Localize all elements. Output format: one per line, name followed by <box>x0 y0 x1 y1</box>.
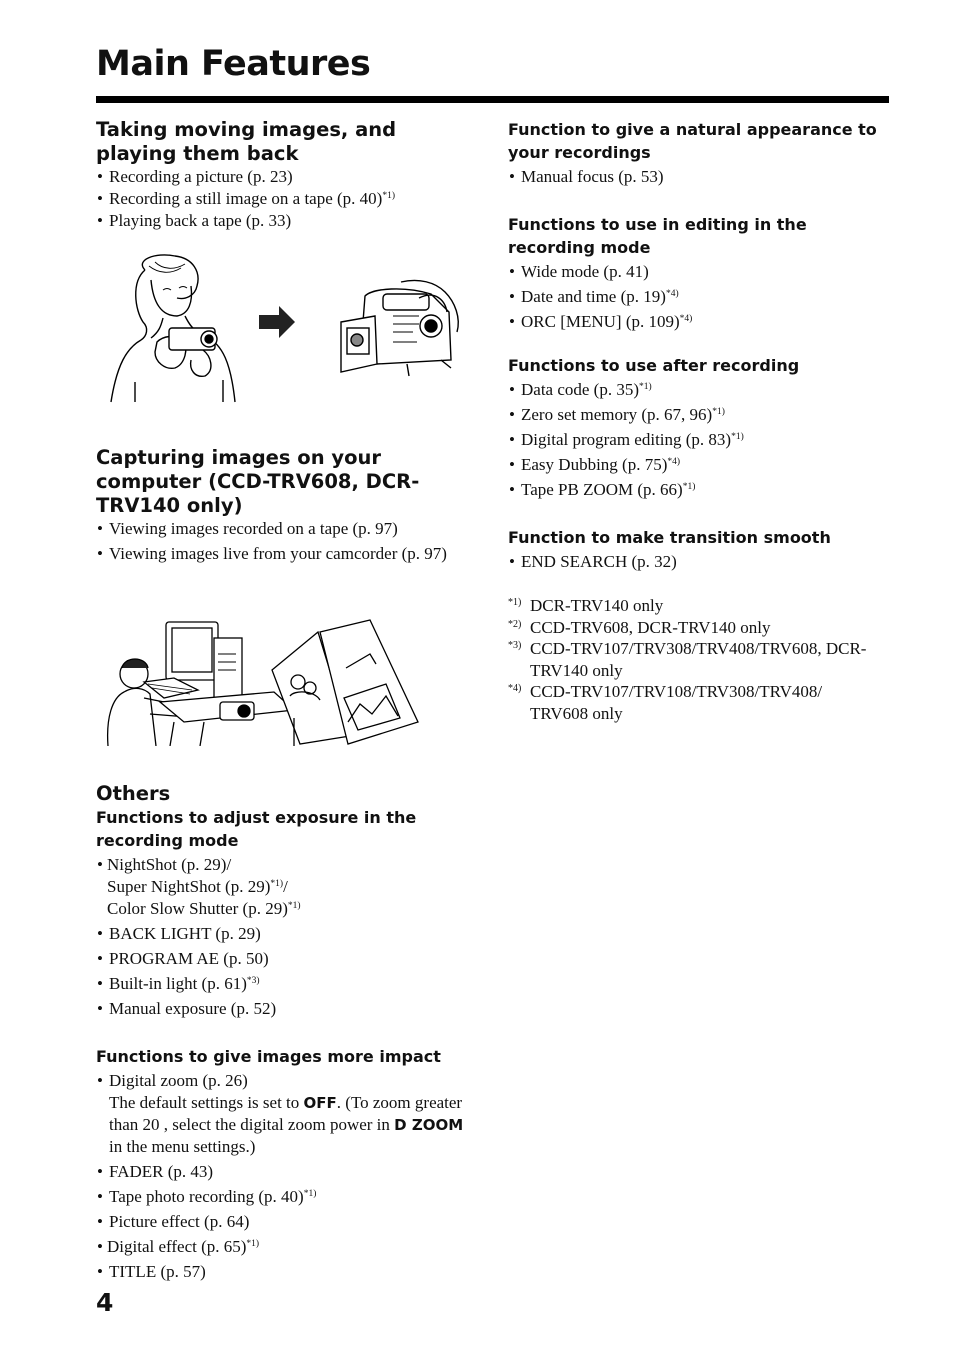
feature-list <box>508 551 893 573</box>
list-item: • Manual focus (p. 53) <box>508 166 893 188</box>
list-item: • Data code (p. 35)$^{*1)}$ <box>508 379 893 401</box>
section-editing <box>508 213 893 336</box>
feature-list <box>508 379 893 501</box>
subsection-heading: Functions to adjust exposure in the recording mode <box>96 808 417 850</box>
list-item: • Tape photo recording (p. 40)$^{*1)}$ <box>96 1186 466 1208</box>
subsection-heading: Functions to give images more impact <box>96 1047 441 1066</box>
feature-list <box>508 166 893 188</box>
list-item: • PROGRAM AE (p. 50) <box>96 948 466 970</box>
page-title: Main Features <box>96 44 371 84</box>
section-heading: Capturing images on your computer (CCD-TRV608, DCR-TRV140 only) <box>96 446 420 517</box>
list-item: • Playing back a tape (p. 33) <box>96 210 466 232</box>
section-heading: Others <box>96 782 171 805</box>
section-heading: Taking moving images, and playing them back <box>96 118 397 165</box>
camcorder-recording-illustration <box>105 252 465 408</box>
section-impact <box>96 1045 466 1286</box>
subsection-heading: Functions to use after recording <box>508 356 800 375</box>
list-item: • Viewing images live from your camcorder (p. 97) <box>96 543 466 565</box>
section-others <box>96 782 466 1023</box>
feature-list <box>96 166 466 232</box>
list-item: • Digital zoom (p. 26) The default settings is set to OFF. (To zoom greater than 20 , select the digital zoom power in D ZOOM in the menu settings.) <box>96 1070 466 1158</box>
list-item: • NightShot (p. 29)/ Super NightShot (p. 29)$^{*1)}$/ Color Slow Shutter (p. 29)$^{*1)}$ <box>96 854 466 920</box>
list-item: • ORC [MENU] (p. 109)$^{*4)}$ <box>508 311 893 333</box>
list-item: • FADER (p. 43) <box>96 1161 466 1183</box>
feature-list <box>96 518 466 565</box>
section-natural-appearance <box>508 118 893 191</box>
footnotes <box>508 595 878 724</box>
list-item: • Recording a picture (p. 23) <box>96 166 466 188</box>
section-capturing-images <box>96 446 466 568</box>
feature-list <box>96 1070 466 1283</box>
list-item: • Viewing images recorded on a tape (p. 97) <box>96 518 466 540</box>
section-taking-images <box>96 118 466 232</box>
footnote: *1) DCR-TRV140 only <box>508 596 664 615</box>
subsection-heading: Function to give a natural appearance to your recordings <box>508 120 877 162</box>
section-after-recording <box>508 354 893 504</box>
feature-list <box>96 854 466 1020</box>
list-item: • Built-in light (p. 61)$^{*3)}$ <box>96 973 466 995</box>
list-item: • TITLE (p. 57) <box>96 1261 466 1283</box>
list-item: • Picture effect (p. 64) <box>96 1211 466 1233</box>
feature-list <box>508 261 893 333</box>
footnote: *3) CCD-TRV107/TRV308/TRV408/TRV608, DCR-TRV140 only <box>508 639 867 680</box>
list-item: • Easy Dubbing (p. 75)$^{*4)}$ <box>508 454 893 476</box>
list-item: • Digital effect (p. 65)$^{*1)}$ <box>96 1236 466 1258</box>
title-rule <box>96 96 889 103</box>
footnote: *2) CCD-TRV608, DCR-TRV140 only <box>508 617 771 637</box>
footnote: *4) CCD-TRV107/TRV108/TRV308/TRV408/ TRV608 only <box>508 682 823 723</box>
list-item: • Tape PB ZOOM (p. 66)$^{*1)}$ <box>508 479 893 501</box>
list-item: • END SEARCH (p. 32) <box>508 551 893 573</box>
subsection-heading: Function to make transition smooth <box>508 528 831 547</box>
computer-capture-illustration <box>104 618 424 746</box>
page-number: 4 <box>96 1288 114 1317</box>
list-item: • Recording a still image on a tape (p. 40)$^{*1)}$ <box>96 188 466 210</box>
list-item: • Manual exposure (p. 52) <box>96 998 466 1020</box>
list-item: • Zero set memory (p. 67, 96)$^{*1)}$ <box>508 404 893 426</box>
list-item: • Digital program editing (p. 83)$^{*1)}$ <box>508 429 893 451</box>
list-item: • Wide mode (p. 41) <box>508 261 893 283</box>
list-item: • Date and time (p. 19)$^{*4)}$ <box>508 286 893 308</box>
section-transition <box>508 526 893 576</box>
list-item: • BACK LIGHT (p. 29) <box>96 923 466 945</box>
subsection-heading: Functions to use in editing in the recording mode <box>508 215 807 257</box>
